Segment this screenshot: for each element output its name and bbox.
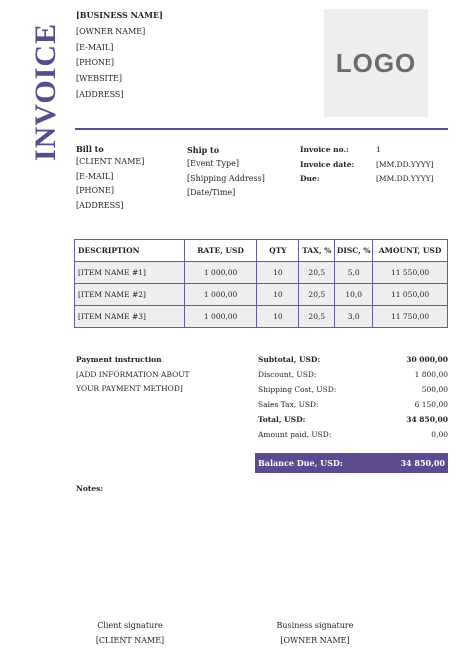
cell-rate: 1 000,00 [184, 284, 257, 306]
bill-to-phone: [PHONE] [76, 186, 114, 196]
amount-paid-label: Amount paid, USD: [258, 430, 332, 439]
cell-amount: 11 050,00 [373, 284, 448, 306]
tax-value: 6 150,00 [414, 400, 448, 409]
invoice-number-label: Invoice no.: [300, 145, 349, 154]
invoice-date-value: [MM.DD.YYYY] [376, 159, 434, 169]
notes-label: Notes: [76, 484, 104, 493]
table-row [75, 306, 448, 328]
bill-to-email: [E-MAIL] [76, 171, 114, 181]
balance-due-value: 34 850,00 [400, 458, 445, 468]
bill-to-section [76, 143, 144, 213]
table-header-row [75, 240, 448, 262]
business-info [76, 8, 163, 103]
payment-section [76, 353, 190, 397]
discount-label: Discount, USD: [258, 370, 317, 379]
ship-to-section [187, 144, 265, 201]
invoice-meta [300, 143, 434, 187]
table-row [75, 262, 448, 284]
cell-qty: 10 [257, 306, 299, 328]
client-signature-label: Client signature [97, 621, 163, 630]
cell-qty: 10 [257, 284, 299, 306]
logo-placeholder [324, 9, 428, 117]
header-disc: DISC, % [335, 240, 373, 262]
subtotal-value: 30 000,00 [406, 355, 448, 364]
subtotal-row [258, 352, 448, 367]
cell-description: [ITEM NAME #1] [75, 262, 185, 284]
payment-line-1: [ADD INFORMATION ABOUT [76, 369, 190, 379]
total-value: 34 850,00 [406, 415, 448, 424]
business-name: [BUSINESS NAME] [76, 10, 163, 20]
header-description: DESCRIPTION [75, 240, 185, 262]
items-table [74, 239, 448, 328]
due-date-value: [MM.DD.YYYY] [376, 174, 434, 184]
cell-tax: 20,5 [299, 306, 335, 328]
ship-to-address: [Shipping Address] [187, 173, 265, 183]
amount-paid-value: 0,00 [431, 430, 448, 439]
discount-row [258, 367, 448, 382]
cell-tax: 20,5 [299, 262, 335, 284]
balance-due-bar [255, 453, 448, 473]
cell-rate: 1 000,00 [184, 306, 257, 328]
cell-description: [ITEM NAME #3] [75, 306, 185, 328]
business-signature-name: [OWNER NAME] [280, 636, 350, 645]
client-signature [80, 618, 180, 648]
subtotal-label: Subtotal, USD: [258, 355, 321, 364]
bill-to-address: [ADDRESS] [76, 200, 124, 210]
ship-to-event: [Event Type] [187, 159, 239, 168]
business-email: [E-MAIL] [76, 42, 114, 52]
header-tax: TAX, % [299, 240, 335, 262]
payment-label: Payment instruction [76, 355, 162, 364]
bill-to-label: Bill to [76, 144, 104, 154]
invoice-date-label: Invoice date: [300, 159, 355, 169]
invoice-title [28, 22, 64, 162]
cell-qty: 10 [257, 262, 299, 284]
business-phone: [PHONE] [76, 58, 114, 68]
due-date-label: Due: [300, 174, 320, 184]
cell-disc: 10,0 [335, 284, 373, 306]
cell-tax: 20,5 [299, 284, 335, 306]
payment-line-2: YOUR PAYMENT METHOD] [76, 384, 183, 393]
invoice-number-value: 1 [376, 145, 381, 154]
business-signature-label: Business signature [276, 621, 354, 630]
total-row [258, 412, 448, 427]
tax-label: Sales Tax, USD: [258, 400, 319, 409]
client-signature-name: [CLIENT NAME] [95, 636, 165, 645]
header-amount: AMOUNT, USD [373, 240, 448, 262]
shipping-label: Shipping Cost, USD: [258, 385, 337, 394]
logo-text: LOGO [335, 47, 417, 78]
amount-paid-row [258, 427, 448, 442]
cell-disc: 5,0 [335, 262, 373, 284]
ship-to-label: Ship to [187, 145, 220, 155]
shipping-value: 500,00 [421, 385, 448, 394]
tax-row [258, 397, 448, 412]
header-rate: RATE, USD [184, 240, 257, 262]
invoice-title-text: INVOICE [29, 22, 62, 162]
cell-description: [ITEM NAME #2] [75, 284, 185, 306]
cell-amount: 11 750,00 [373, 306, 448, 328]
header-divider [75, 128, 448, 130]
table-row [75, 284, 448, 306]
cell-amount: 11 550,00 [373, 262, 448, 284]
business-website: [WEBSITE] [76, 74, 122, 84]
totals-section [258, 352, 448, 442]
cell-rate: 1 000,00 [184, 262, 257, 284]
balance-due-label: Balance Due, USD: [258, 458, 343, 468]
business-signature [260, 618, 370, 648]
ship-to-datetime: [Date/Time] [187, 188, 236, 198]
discount-value: 1 800,00 [414, 370, 448, 379]
total-label: Total, USD: [258, 415, 306, 424]
cell-disc: 3,0 [335, 306, 373, 328]
header-qty: QTY [257, 240, 299, 262]
bill-to-client: [CLIENT NAME] [76, 157, 145, 166]
business-address: [ADDRESS] [76, 89, 124, 99]
shipping-row [258, 382, 448, 397]
owner-name: [OWNER NAME] [76, 26, 146, 36]
